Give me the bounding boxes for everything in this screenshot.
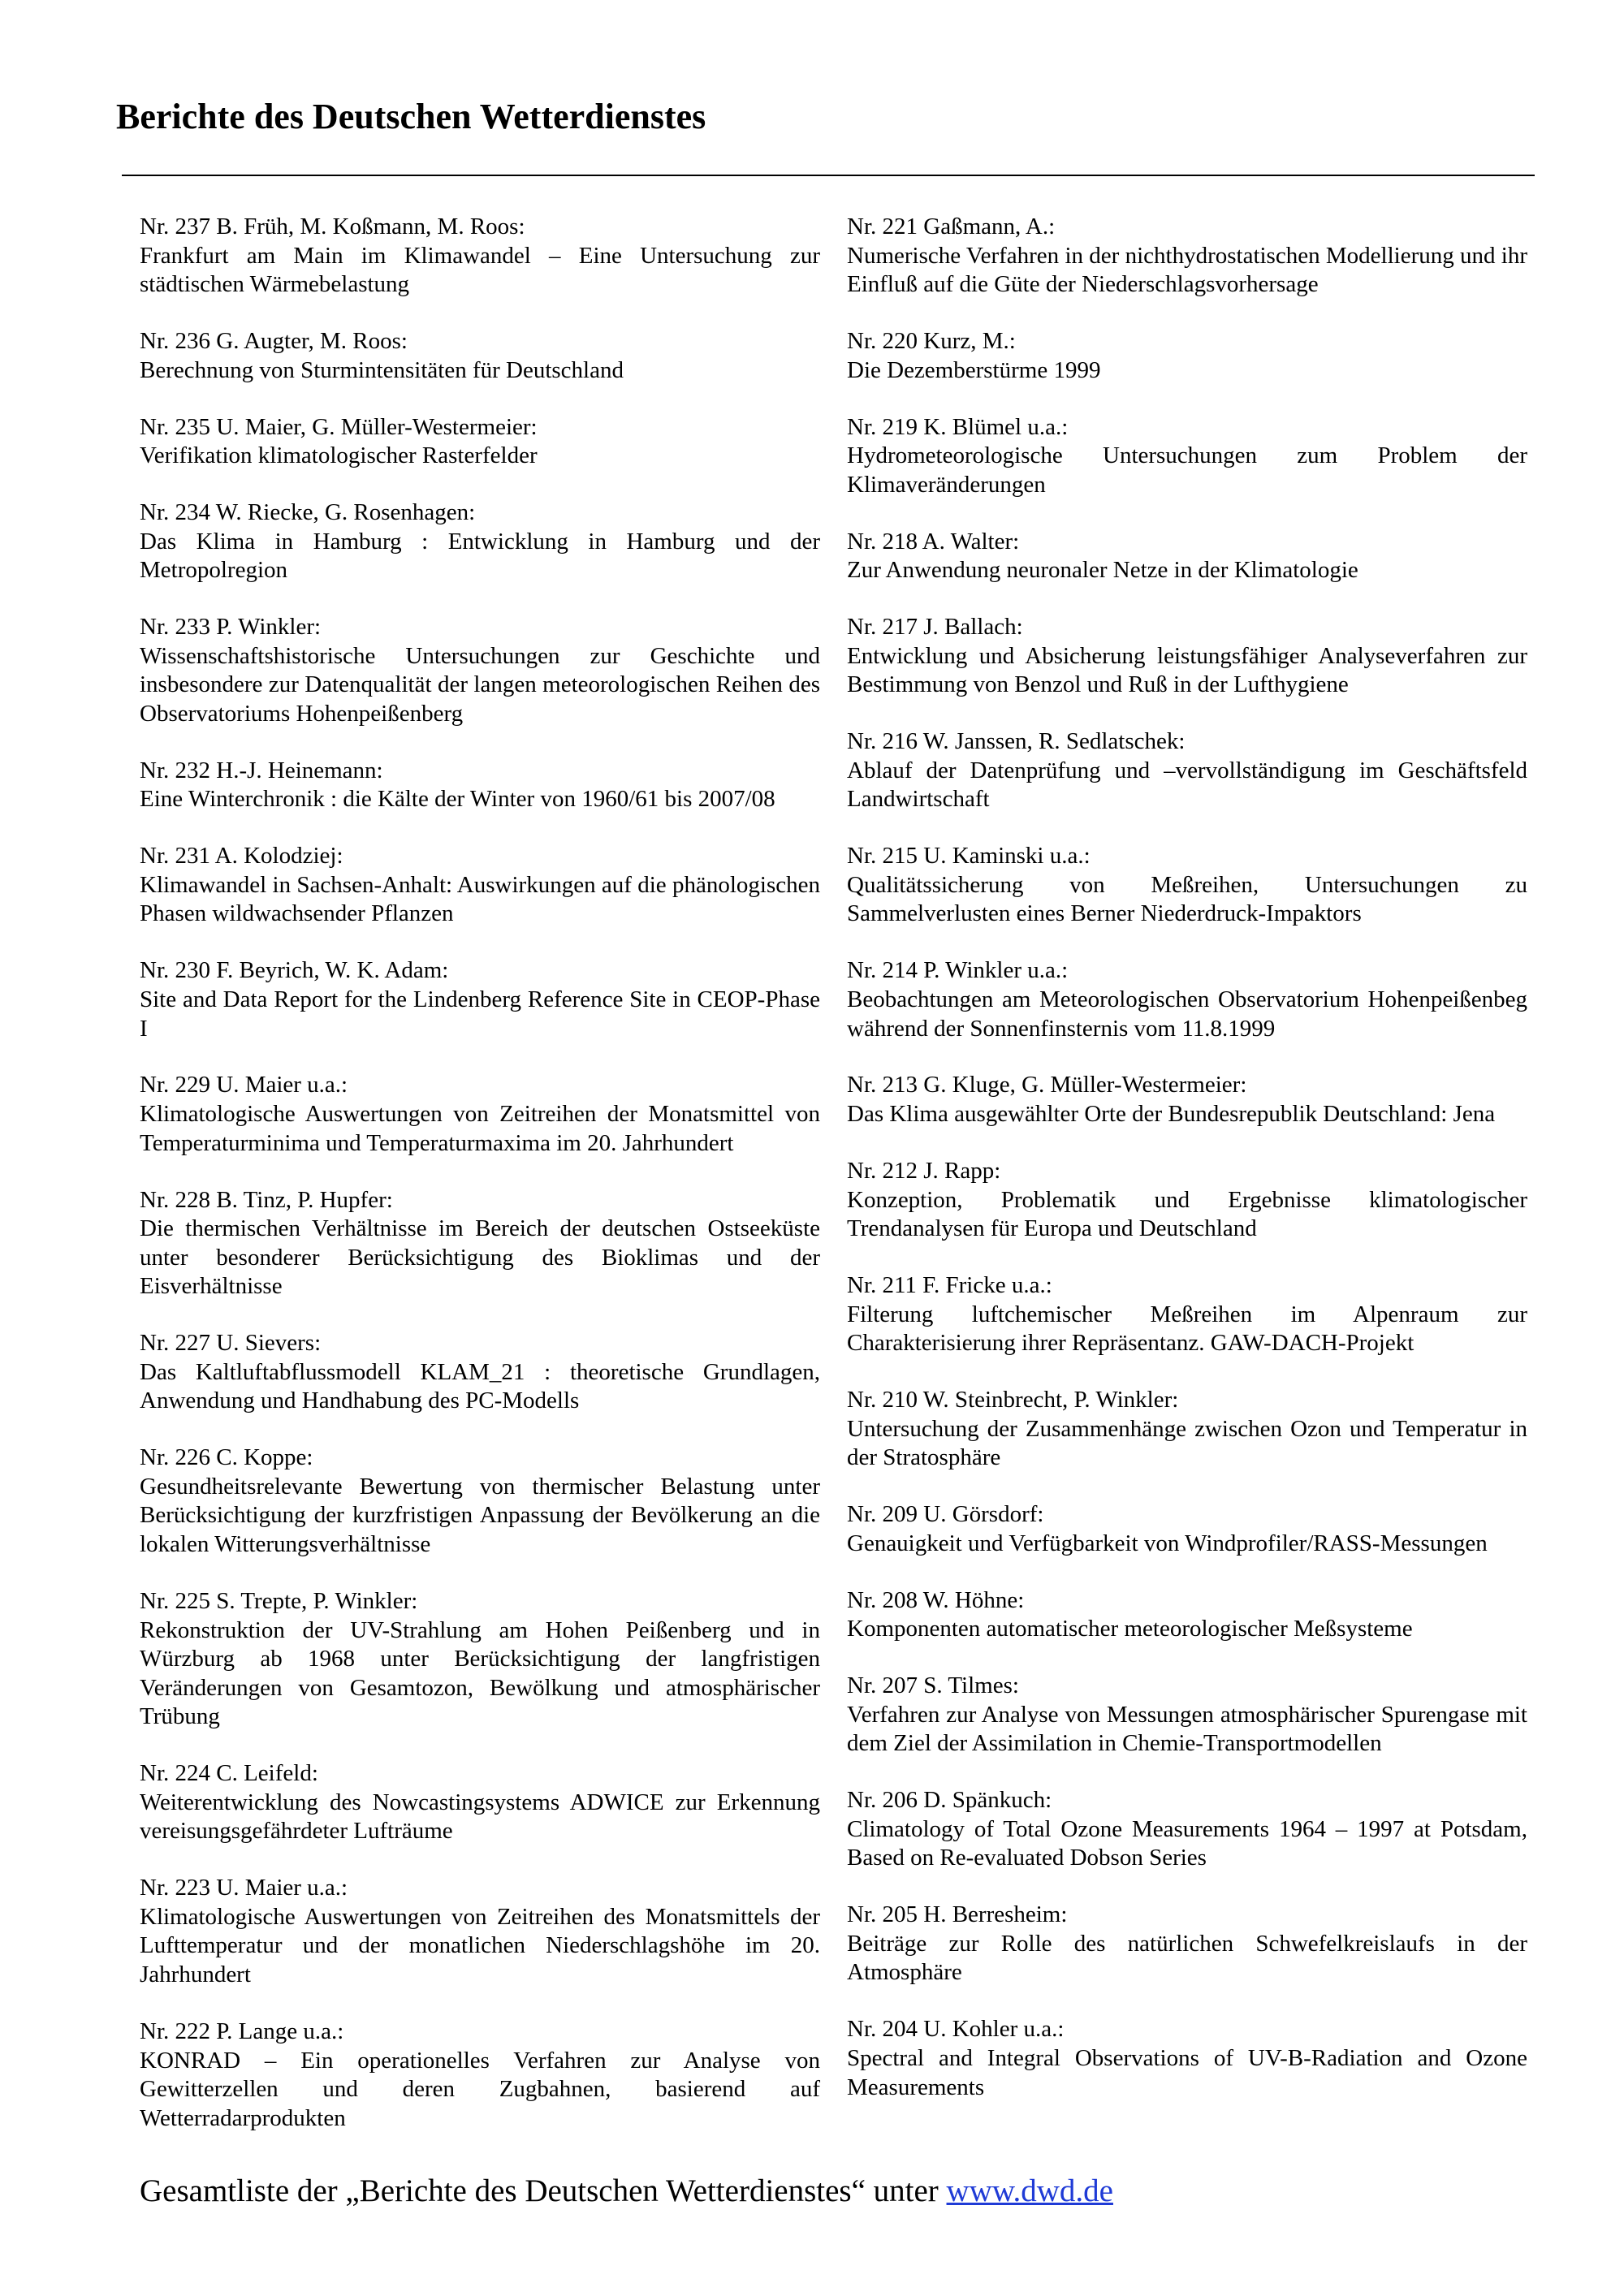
report-entry [140,213,820,300]
entry-head: Nr. 225 S. Trepte, P. Winkler: [140,1587,418,1614]
entry-head: Nr. 217 J. Ballach: [847,614,1023,641]
entry-head: Nr. 210 W. Steinbrecht, P. Winkler: [847,1387,1179,1413]
entry-title: Konzeption, Problematik und Ergebnisse klimatologischer Trendanalysen für Europa und Deutschland [847,1186,1527,1242]
report-entry [140,842,820,929]
report-entry [847,1586,1527,1644]
entry-head: Nr. 222 P. Lange u.a.: [140,2018,344,2044]
report-entry [140,327,820,385]
entry-title: Wissenschaftshistorische Untersuchungen zur Geschichte und insbesondere zur Datenqualität der langen meteorologischen Reihen des Observatoriums Hohenpeißenberg [140,642,820,727]
report-entry [847,327,1527,385]
entry-head: Nr. 235 U. Maier, G. Müller-Westermeier: [140,413,538,440]
report-entry [140,1444,820,1559]
entry-title: Die thermischen Verhältnisse im Bereich der deutschen Ostseeküste unter besonderer Berücksichtigung des Bioklimas und der Eisverhältnisse [140,1215,820,1300]
report-entry [140,498,820,585]
report-entry [140,613,820,728]
entry-head: Nr. 229 U. Maier u.a.: [140,1072,348,1098]
entry-title: Klimatologische Auswertungen von Zeitreihen der Monatsmittel von Temperaturminima und Temperaturmaxima im 20. Jahrhundert [140,1101,820,1156]
report-entry [847,727,1527,814]
entry-title: KONRAD – Ein operationelles Verfahren zur Analyse von Gewitterzellen und deren Zugbahnen, basierend auf Wetterradarprodukten [140,2047,820,2131]
report-entry [140,1186,820,1301]
entry-head: Nr. 220 Kurz, M.: [847,328,1016,355]
entry-head: Nr. 204 U. Kohler u.a.: [847,2016,1065,2043]
entry-head: Nr. 223 U. Maier u.a.: [140,1875,348,1901]
entry-title: Komponenten automatischer meteorologischer Meßsysteme [847,1616,1413,1642]
entry-title: Klimawandel in Sachsen-Anhalt: Auswirkungen auf die phänologischen Phasen wildwachsender Pflanzen [140,871,820,927]
entry-title: Klimatologische Auswertungen von Zeitreihen des Monatsmittels der Lufttemperatur und der monatlichen Niederschlagshöhe im 20. Jahrhundert [140,1903,820,1988]
entry-head: Nr. 236 G. Augter, M. Roos: [140,328,408,355]
entry-title: Zur Anwendung neuronaler Netze in der Klimatologie [847,557,1358,584]
report-entry [140,757,820,814]
right-column [847,213,1527,2130]
report-entry [847,1500,1527,1558]
entry-title: Ablauf der Datenprüfung und –vervollständigung im Geschäftsfeld Landwirtschaft [847,757,1527,813]
entry-head: Nr. 215 U. Kaminski u.a.: [847,843,1091,870]
entry-title: Spectral and Integral Observations of UV-B-Radiation and Ozone Measurements [847,2044,1527,2100]
entry-head: Nr. 221 Gaßmann, A.: [847,214,1056,240]
report-entry [140,413,820,471]
report-entry [140,1587,820,1732]
entry-head: Nr. 205 H. Berresheim: [847,1901,1068,1928]
entry-title: Verifikation klimatologischer Rasterfelder [140,442,538,469]
entry-head: Nr. 226 C. Koppe: [140,1444,313,1471]
entry-title: Entwicklung und Absicherung leistungsfähiger Analyseverfahren zur Bestimmung von Benzol und Ruß in der Lufthygiene [847,642,1527,698]
dwd-website-link[interactable]: www.dwd.de [946,2173,1113,2208]
report-entry [847,213,1527,300]
report-entry [847,1071,1527,1129]
entry-head: Nr. 227 U. Sievers: [140,1330,322,1357]
entry-title: Genauigkeit und Verfügbarkeit von Windprofiler/RASS-Messungen [847,1530,1488,1556]
entry-head: Nr. 208 W. Höhne: [847,1586,1025,1613]
entry-head: Nr. 237 B. Früh, M. Koßmann, M. Roos: [140,214,525,240]
report-entry [847,1672,1527,1759]
entry-head: Nr. 207 S. Tilmes: [847,1672,1019,1699]
entry-title: Qualitätssicherung von Meßreihen, Untersuchungen zu Sammelverlusten eines Berner Niederdruck-Impaktors [847,871,1527,927]
entry-title: Das Klima ausgewählter Orte der Bundesrepublik Deutschland: Jena [847,1101,1496,1128]
entry-title: Eine Winterchronik : die Kälte der Winter von 1960/61 bis 2007/08 [140,786,775,813]
report-entry [847,1901,1527,1987]
report-entry [140,956,820,1043]
entry-head: Nr. 206 D. Spänkuch: [847,1787,1052,1814]
entry-title: Hydrometeorologische Untersuchungen zum Problem der Klimaveränderungen [847,442,1527,498]
entry-title: Beobachtungen am Meteorologischen Observatorium Hohenpeißenbeg während der Sonnenfinsternis vom 11.8.1999 [847,986,1527,1042]
header-divider [122,175,1535,176]
report-entry [847,956,1527,1043]
report-entry [847,1271,1527,1358]
entry-head: Nr. 218 A. Walter: [847,528,1020,555]
entry-title: Rekonstruktion der UV-Strahlung am Hohen Peißenberg und in Würzburg ab 1968 unter Berücksichtigung der langfristigen Veränderungen von Gesamtozon, Bewölkung und atmosphärischer Trübung [140,1616,820,1730]
entry-title: Weiterentwicklung des Nowcastingsystems ADWICE zur Erkennung vereisungsgefährdeter Lufträume [140,1789,820,1845]
entry-title: Untersuchung der Zusammenhänge zwischen Ozon und Temperatur in der Stratosphäre [847,1415,1527,1471]
entry-title: Gesundheitsrelevante Bewertung von thermischer Belastung unter Berücksichtigung der kurzfristigen Anpassung der Bevölkerung an die lokalen Witterungsverhältnisse [140,1473,820,1558]
report-entry [140,1071,820,1158]
entry-title: Site and Data Report for the Lindenberg Reference Site in CEOP-Phase I [140,986,820,1042]
entry-title: Die Dezemberstürme 1999 [847,356,1101,383]
entry-head: Nr. 232 H.-J. Heinemann: [140,757,383,783]
entry-head: Nr. 234 W. Riecke, G. Rosenhagen: [140,499,476,526]
report-entry [847,413,1527,500]
entry-head: Nr. 233 P. Winkler: [140,614,322,641]
left-column [140,213,820,2161]
report-entry [847,842,1527,929]
footer-text: Gesamtliste der „Berichte des Deutschen Wetterdienstes“ unter [140,2173,939,2208]
report-entry [847,1386,1527,1473]
entry-title: Frankfurt am Main im Klimawandel – Eine Untersuchung zur städtischen Wärmebelastung [140,242,820,298]
entry-head: Nr. 214 P. Winkler u.a.: [847,957,1069,984]
entry-title: Das Klima in Hamburg : Entwicklung in Hamburg und der Metropolregion [140,528,820,584]
entry-title: Das Kaltluftabflussmodell KLAM_21 : theoretische Grundlagen, Anwendung und Handhabung des PC-Modells [140,1358,820,1414]
report-entry [140,1874,820,1989]
report-entry [847,1786,1527,1873]
entry-head: Nr. 211 F. Fricke u.a.: [847,1272,1052,1298]
report-entry [140,2018,820,2133]
entry-head: Nr. 212 J. Rapp: [847,1157,1001,1184]
report-entry [847,613,1527,700]
report-entry [140,1329,820,1416]
entry-head: Nr. 213 G. Kluge, G. Müller-Westermeier: [847,1072,1247,1098]
entry-title: Berechnung von Sturmintensitäten für Deutschland [140,356,624,383]
entry-title: Climatology of Total Ozone Measurements 1964 – 1997 at Potsdam, Based on Re-evaluated Dobson Series [847,1815,1527,1871]
entry-head: Nr. 231 A. Kolodziej: [140,843,343,870]
report-entry [847,528,1527,585]
report-entry [847,2015,1527,2102]
entry-head: Nr. 224 C. Leifeld: [140,1760,318,1787]
entry-title: Filterung luftchemischer Meßreihen im Alpenraum zur Charakterisierung ihrer Repräsentanz. GAW-DACH-Projekt [847,1301,1527,1357]
footer [140,2173,1113,2211]
entry-title: Beiträge zur Rolle des natürlichen Schwefelkreislaufs in der Atmosphäre [847,1930,1527,1986]
page-title: Berichte des Deutschen Wetterdienstes [116,97,706,136]
entry-title: Verfahren zur Analyse von Messungen atmosphärischer Spurengase mit dem Ziel der Assimilation in Chemie-Transportmodellen [847,1701,1527,1757]
entry-head: Nr. 230 F. Beyrich, W. K. Adam: [140,957,449,984]
entry-head: Nr. 228 B. Tinz, P. Hupfer: [140,1186,393,1213]
report-entry [847,1157,1527,1244]
report-entry [140,1759,820,1846]
entry-head: Nr. 219 K. Blümel u.a.: [847,413,1069,440]
entry-title: Numerische Verfahren in der nichthydrostatischen Modellierung und ihr Einfluß auf die Güte der Niederschlagsvorhersage [847,242,1527,298]
entry-head: Nr. 209 U. Görsdorf: [847,1501,1044,1528]
entry-head: Nr. 216 W. Janssen, R. Sedlatschek: [847,728,1186,755]
